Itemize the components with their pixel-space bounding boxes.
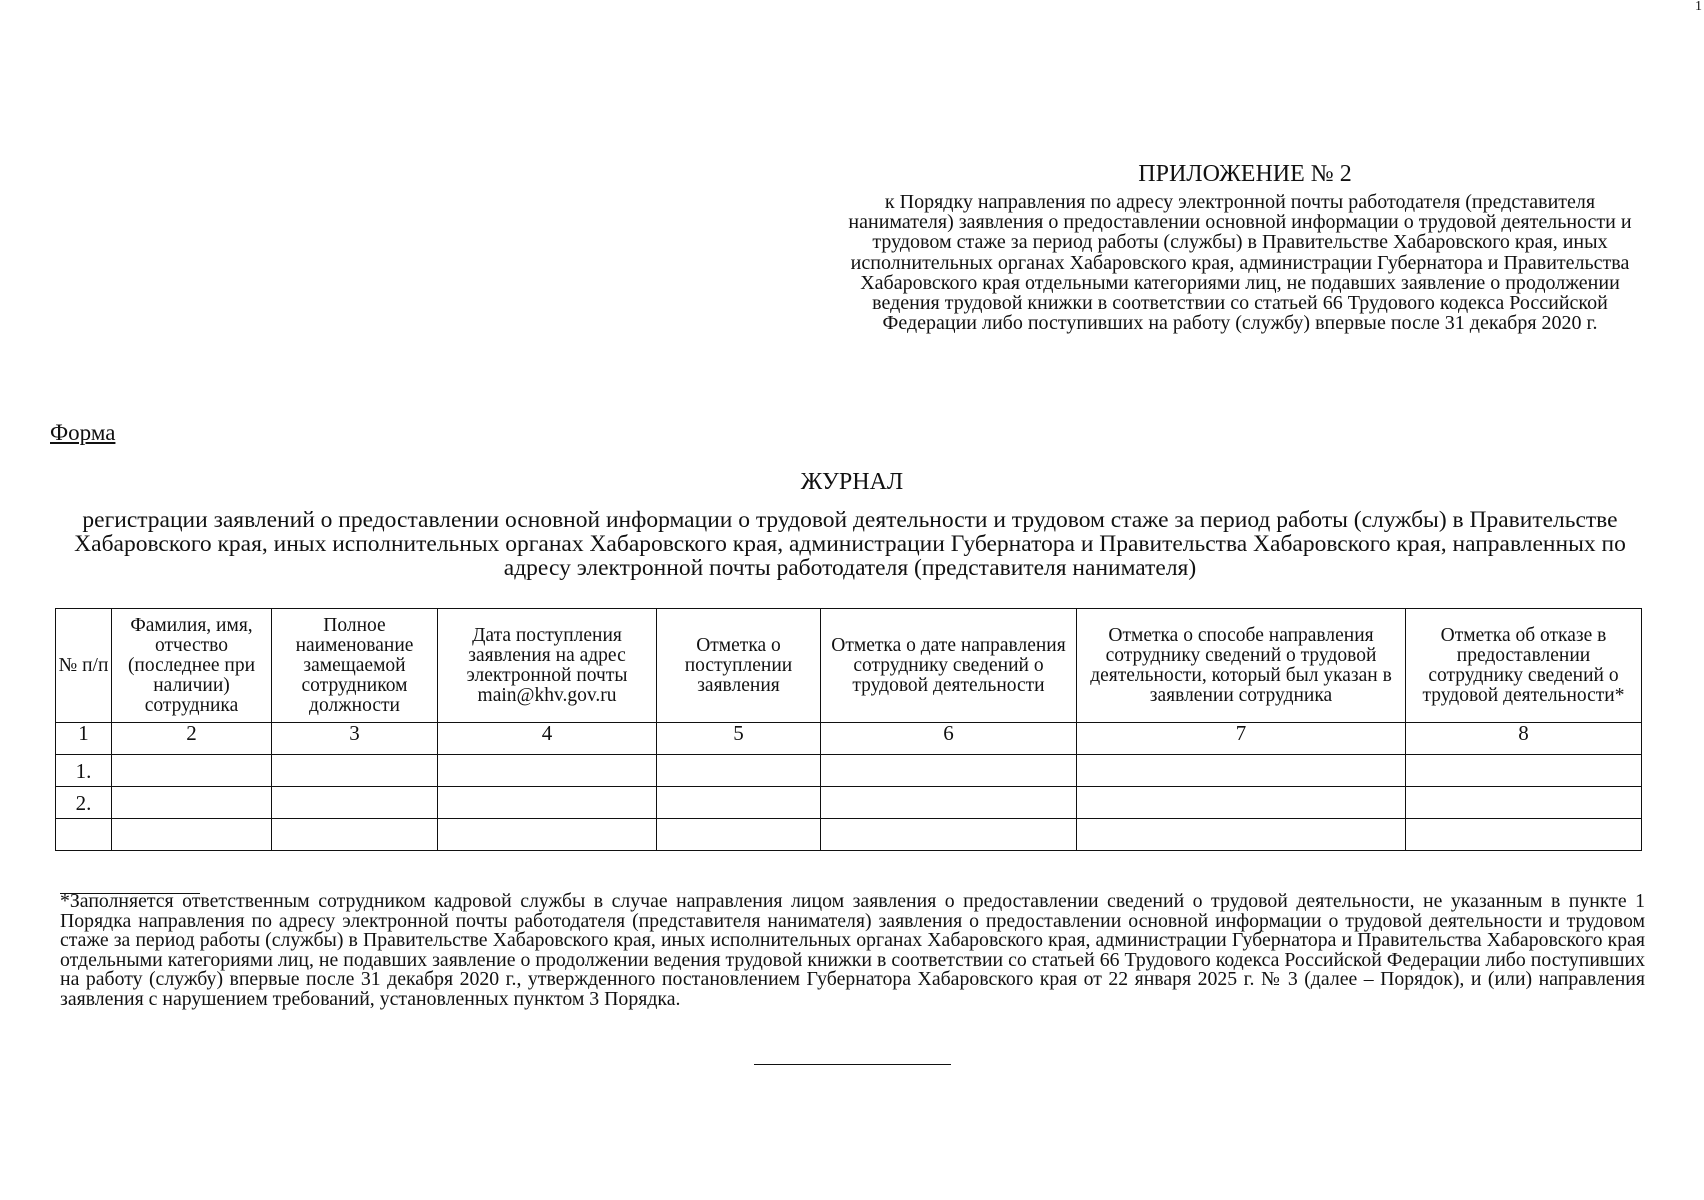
table-cell	[821, 787, 1077, 819]
table-cell	[112, 755, 272, 787]
table-cell	[438, 787, 657, 819]
table-cell	[821, 819, 1077, 851]
header-full-name: Фамилия, имя, отчество (последнее при наличии) сотрудника	[112, 609, 272, 723]
table-cell	[438, 755, 657, 787]
table-cell	[1406, 787, 1642, 819]
table-cell	[1406, 819, 1642, 851]
header-refusal-mark: Отметка об отказе в предоставлении сотруднику сведений о трудовой деятельности*	[1406, 609, 1642, 723]
row-number: 2.	[56, 787, 112, 819]
table-cell	[1077, 787, 1406, 819]
column-number: 1	[56, 723, 112, 755]
column-number: 5	[657, 723, 821, 755]
appendix-title: ПРИЛОЖЕНИЕ № 2	[1138, 161, 1352, 187]
table-cell	[272, 755, 438, 787]
table-cell	[1406, 755, 1642, 787]
header-receipt-mark: Отметка о поступлении заявления	[657, 609, 821, 723]
table-row	[56, 787, 1642, 819]
header-receipt-date: Дата поступления заявления на адрес электронной почты main@khv.gov.ru	[438, 609, 657, 723]
journal-subtitle: регистрации заявлений о предоставлении основной информации о трудовой деятельности и трудовом стаже за период работы (службы) в Правительстве Хабаровского края, иных исполнительных органах Хабаровского края, администрации Губернатора и Правительства Хабаровского края, направленных по адресу электронной почты работодателя (представителя нанимателя)	[74, 507, 1626, 581]
column-number: 8	[1406, 723, 1642, 755]
table-cell	[1077, 755, 1406, 787]
appendix-block	[845, 160, 1635, 333]
table-header-row	[56, 609, 1642, 723]
journal-title: ЖУРНАЛ	[800, 469, 904, 495]
header-sending-method: Отметка о способе направления сотруднику сведений о трудовой деятельности, который был указан в заявлении сотрудника	[1077, 609, 1406, 723]
end-divider	[754, 1064, 951, 1065]
table-cell	[821, 755, 1077, 787]
row-number: 1.	[56, 755, 112, 787]
table-cell	[112, 819, 272, 851]
table-cell	[657, 755, 821, 787]
header-position: Полное наименование замещаемой сотрудником должности	[272, 609, 438, 723]
table-cell	[438, 819, 657, 851]
appendix-text: к Порядку направления по адресу электронной почты работодателя (представителя нанимателя) заявления о предоставлении основной информации о трудовой деятельности и трудовом стаже за период работы (службы) в Правительстве Хабаровского края, иных исполнительных органах Хабаровского края, администрации Губернатора и Правительства Хабаровского края отдельными категориями лиц, не подавших заявление о продолжении ведения трудовой книжки в соответствии со статьей 66 Трудового кодекса Российской Федерации либо поступивших на работу (службу) впервые после 31 декабря 2020 г.	[848, 191, 1632, 335]
table-cell	[657, 787, 821, 819]
column-number: 7	[1077, 723, 1406, 755]
row-number	[56, 819, 112, 851]
column-numbers-row	[56, 723, 1642, 755]
column-number: 3	[272, 723, 438, 755]
form-label: Форма	[50, 420, 116, 445]
table-cell	[1077, 819, 1406, 851]
table-cell	[657, 819, 821, 851]
table-row	[56, 819, 1642, 851]
table-cell	[112, 787, 272, 819]
table-cell	[272, 787, 438, 819]
footnote: *Заполняется ответственным сотрудником кадровой службы в случае направления лицом заявления о предоставлении сведений о трудовой деятельности, не указанным в пункте 1 Порядка направления по адресу электронной почты работодателя (представителя нанимателя) заявления о предоставлении основной информации о трудовой деятельности и трудовом стаже за период работы (службы) в Правительстве Хабаровского края, иных исполнительных органах Хабаровского края, администрации Губернатора и Правительства Хабаровского края отдельными категориями лиц, не подавших заявление о продолжении ведения трудовой книжки в соответствии со статьей 66 Трудового кодекса Российской Федерации либо поступивших на работу (службу) впервые после 31 декабря 2020 г., утвержденного постановлением Губернатора Хабаровского края от 22 января 2025 г. № 3 (далее – Порядок), и (или) направления заявления с нарушением требований, установленных пунктом 3 Порядка.	[60, 890, 1645, 1010]
header-number: № п/п	[56, 609, 112, 723]
column-number: 6	[821, 723, 1077, 755]
table-row	[56, 755, 1642, 787]
header-sending-date: Отметка о дате направления сотруднику сведений о трудовой деятельности	[821, 609, 1077, 723]
page-number: 1	[1695, 0, 1702, 14]
column-number: 2	[112, 723, 272, 755]
journal-table	[55, 608, 1642, 851]
column-number: 4	[438, 723, 657, 755]
table-cell	[272, 819, 438, 851]
